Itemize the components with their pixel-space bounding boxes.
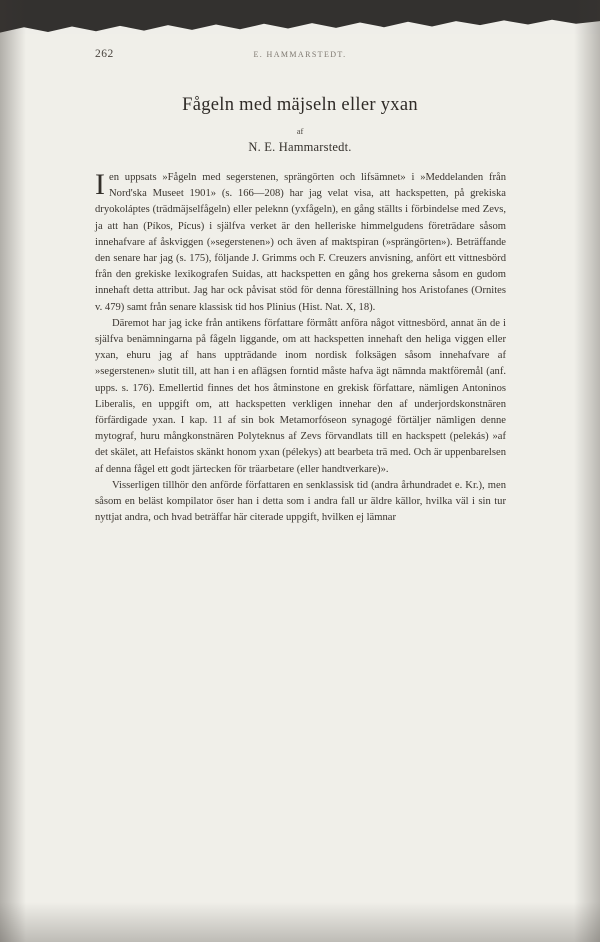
page-title: Fågeln med mäjseln eller yxan: [182, 95, 418, 115]
article-body: [95, 170, 506, 526]
page-top-dark-edge: [0, 0, 600, 34]
byline-author: N. E. Hammarstedt.: [248, 140, 352, 154]
paragraph-1: [95, 170, 506, 316]
byline-preposition: af: [296, 126, 304, 136]
paragraph-1-text: en uppsats »Fågeln med segerstenen, sprängörten och lifsämnet» i »Meddelanden från Nord'ska Museet 1901» (s. 166—208) har jag velat visa, att hackspetten, på grekiska dryokoláptes (trädmäjselfågeln) eller peleknn (yxfågeln), en gång ställts i förbindelse med Zevs, ja att han (Píkos, Pícus) i själfva verket är den helleriske himmelgudens företrädare såsom innehafvare af åskviggen (»segerstenen») och även af maktspiran (»sprängörten»). Beträffande den senare har jag (s. 175), följande J. Grimms och F. Creuzers anvisning, anfört ett vittnesbörd från den grekiske lexikografen Suidas, att hackspetten en gång hos grekerna såsom en gudom innehaft detta attribut. Jag har ock påvisat stöd för denna föreställning hos Aristofanes (Ornites v. 479) samt från senare klassisk tid hos Plinius (Hist. Nat. X, 18).: [95, 172, 506, 313]
paragraph-3: Visserligen tillhör den anförde författaren en senklassisk tid (andra århundradet e. Kr.), men såsom en beläst kompilator öser han i detta som i andra fall ur äldre källor, hvilka väl i sin tur nyttjat andra, och hvad beträffar här citerade uppgift, hvilken ej lämnar: [95, 479, 506, 524]
running-head: E. HAMMARSTEDT.: [253, 50, 347, 59]
page-number: 262: [95, 48, 114, 60]
paragraph-2: Däremot har jag icke från antikens författare förmått anföra något vittnesbörd, annat än de i själfva benämningarna på fågeln liggande, om att hackspetten innehaft den heliga viggen eller yxan, ehuru jag af hans uppträdande inom nordisk folksägen såsom innehafvare af »segerstenen» slutit till, att han i en aflägsen forntid måste hafva ägt nämnda maktföremål (anf. upps. s. 176). Emellertid finnes det hos åtminstone en grekisk författare, nämligen Antoninos Liberalis, en uppgift om, att hackspetten verkligen innehar den af underjordskonstnären förfärdigade yxan. I kap. 11 af sin bok Metamorfóseon synagogé förtäljer nämligen denne mytograf, huru mångkonstnären Polyteknus af Zevs förvandlats till en hackspett (pelekás) »af det skälet, att Hefaistos skänkt honom yxan (pélekys) att bearbeta trä med. Och är uppenbarelsen af denna fågel ett godt järtecken för träarbetare (eller handtverkare)».: [95, 317, 506, 475]
drop-cap: I: [95, 168, 105, 201]
